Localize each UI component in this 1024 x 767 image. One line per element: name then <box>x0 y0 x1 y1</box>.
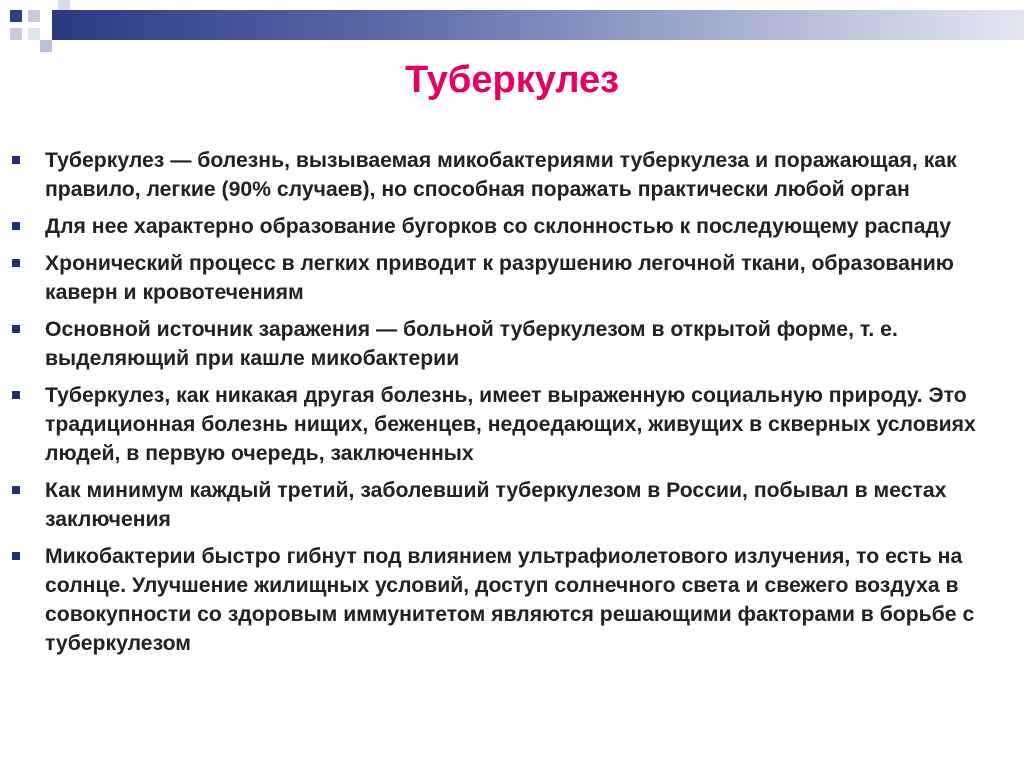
bullet-square-icon <box>12 391 20 399</box>
bullet-item <box>10 146 1015 204</box>
decor-square <box>10 28 22 40</box>
bullet-square-icon <box>12 156 20 164</box>
decor-square <box>40 40 52 52</box>
bullet-text: Основной источник заражения — больной туберкулезом в открытой форме, т. е. выделяющий при кашле микобактерии <box>45 318 898 370</box>
bullet-item <box>10 476 1015 534</box>
header-gradient-bar <box>52 10 1024 40</box>
bullet-item <box>10 249 1015 307</box>
bullet-text: Как минимум каждый третий, заболевший туберкулезом в России, побывал в местах заключения <box>45 479 947 531</box>
bullet-item <box>10 212 1015 241</box>
bullet-square-icon <box>12 486 20 494</box>
decor-square <box>28 10 40 22</box>
bullet-square-icon <box>12 552 20 560</box>
bullet-square-icon <box>12 325 20 333</box>
bullet-text: Для нее характерно образование бугорков со склонностью к последующему распаду <box>45 215 951 238</box>
slide-title: Туберкулез <box>404 59 620 101</box>
bullet-text: Хронический процесс в легких приводит к разрушению легочной ткани, образованию каверн и кровотечениям <box>45 252 954 304</box>
bullet-item <box>10 381 1015 468</box>
bullet-item <box>10 542 1015 658</box>
bullet-item <box>10 315 1015 373</box>
bullet-text: Туберкулез, как никакая другая болезнь, имеет выраженную социальную природу. Это традиционная болезнь нищих, беженцев, недоедающих, живущих в скверных условиях людей, в первую очередь, заключенных <box>45 384 976 465</box>
bullet-text: Микобактерии быстро гибнут под влиянием ультрафиолетового излучения, то есть на солнце. Улучшение жилищных условий, доступ солнечного света и свежего воздуха в совокупности со здоровым иммунитетом являются решающими факторами в борьбе с туберкулезом <box>45 545 975 655</box>
bullet-square-icon <box>12 259 20 267</box>
bullet-square-icon <box>12 222 20 230</box>
decor-square <box>58 0 70 10</box>
decor-square <box>10 10 22 22</box>
decor-square <box>28 28 40 40</box>
bullet-text: Туберкулез — болезнь, вызываемая микобактериями туберкулеза и поражающая, как правило, легкие (90% случаев), но способная поражать практически любой орган <box>45 149 957 201</box>
bullet-list <box>10 146 1015 666</box>
